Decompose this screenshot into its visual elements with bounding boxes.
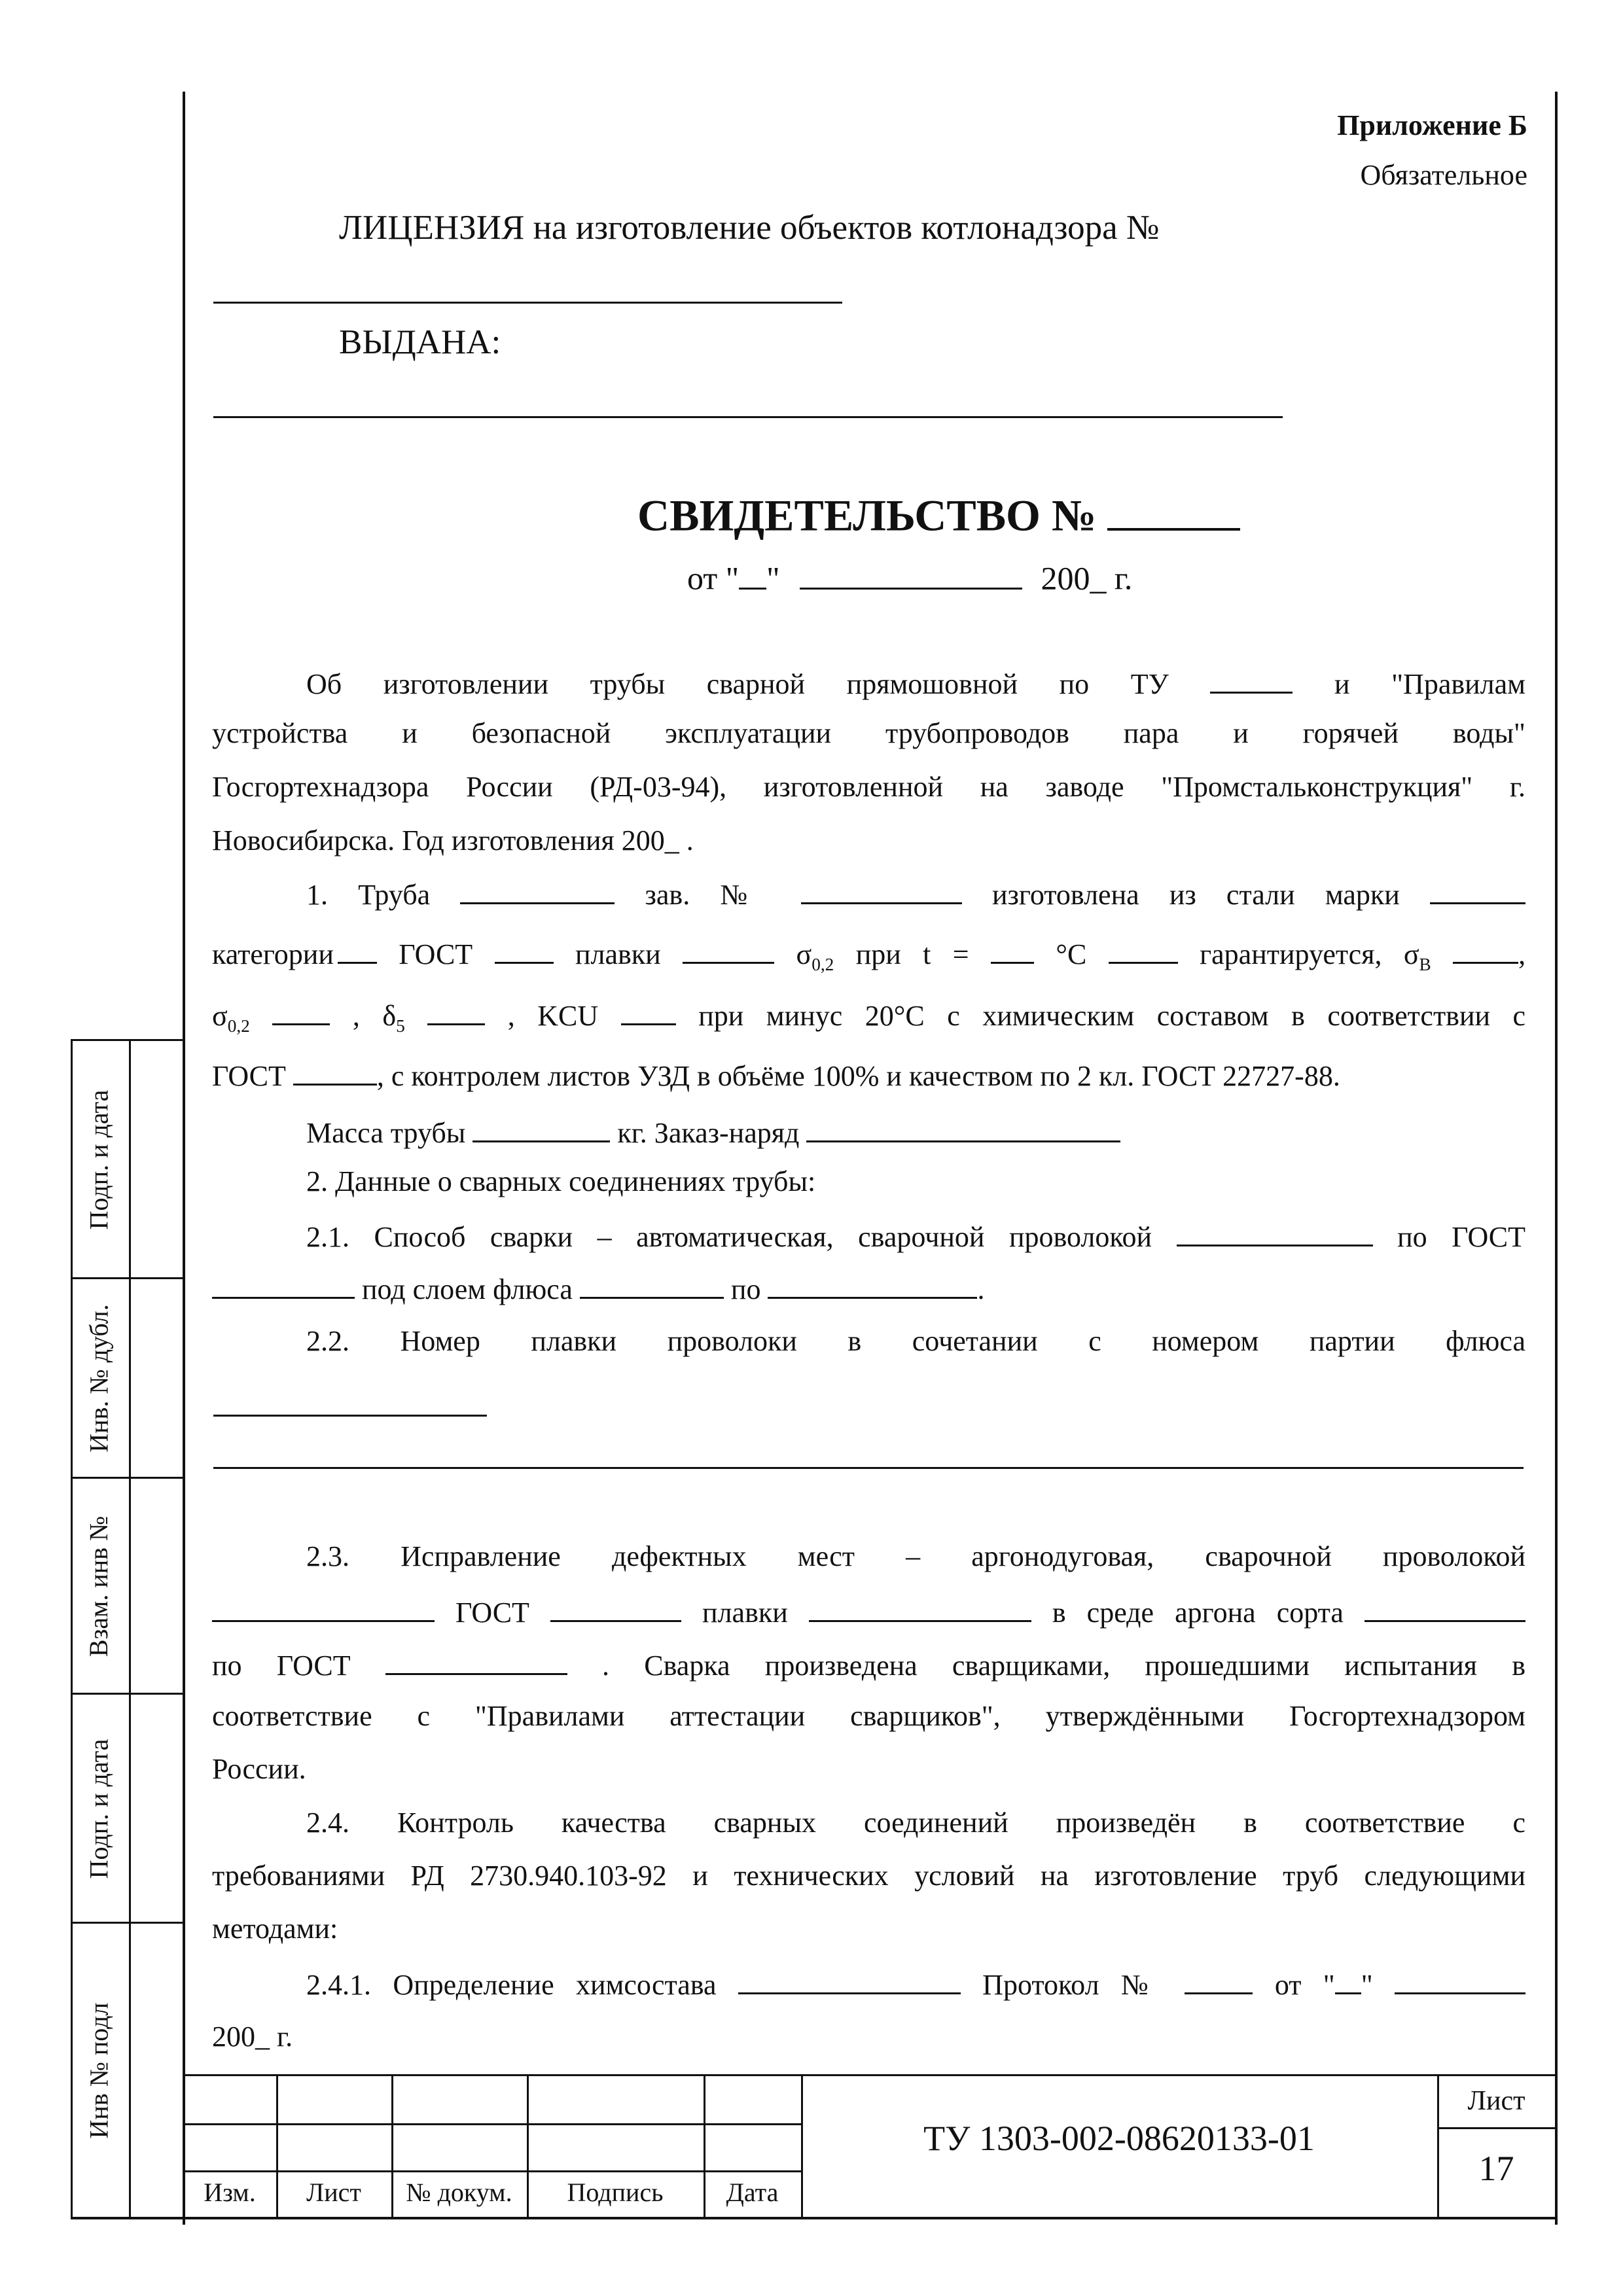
s22-blank-full [213,1467,1524,1469]
s24-line1: 2.4. Контроль качества сварных соединений произведён в соответствие с [306,1807,1525,1839]
side-label-sign-date-2: Подп. и дата [84,1739,114,1879]
side-stamp-divider [71,1277,183,1279]
license-text: ЛИЦЕНЗИЯ на изготовление объектов котлонадзора № [339,209,1160,247]
s23-line1: 2.3. Исправление дефектных мест – аргонодуговая, сварочной проволокой [306,1540,1525,1572]
license-number-line [213,302,842,304]
side-stamp-divider [71,1922,183,1924]
sheet-label: Лист [1467,2086,1525,2116]
document-designation: ТУ 1303-002-08620133-01 [923,2119,1315,2158]
tb-header-signature: Подпись [567,2178,664,2207]
certificate-heading [637,486,1240,542]
side-label-sign-date: Подп. и дата [84,1089,114,1229]
side-label-orig-inv: Инв № подл [84,2002,114,2139]
issued-to-line [213,416,1283,418]
s23-line3: по ГОСТ . Сварка произведена сварщиками, прошедшими испытания в [212,1646,1525,1682]
p1-line2: устройства и безопасной эксплуатации трубопроводов пара и горячей воды" [212,717,1525,749]
s24-line2: требованиями РД 2730.940.103-92 и технических условий на изготовление труб следующими [212,1860,1525,1892]
title-block [183,2074,1556,2219]
s22-line1: 2.2. Номер плавки проволоки в сочетании с номером партии флюса [306,1325,1525,1357]
tb-header-date: Дата [726,2178,779,2207]
tb-header-doc: № докум. [406,2178,512,2207]
tb-header-sheet: Лист [306,2178,361,2207]
side-label-repl-inv: Взам. инв № [84,1515,114,1657]
side-label-dup-inv: Инв. № дубл. [84,1303,114,1453]
side-stamp-divider [71,1039,183,1041]
s21-line1: 2.1. Способ сварки – автоматическая, сварочной проволокой по ГОСТ [212,1217,1525,1254]
issued-label: ВЫДАНА: [339,323,501,361]
right-margin-line [1555,92,1558,2225]
sheet-number: 17 [1478,2149,1514,2188]
s23-line5: России. [212,1753,306,1785]
side-stamp-divider [71,1693,183,1695]
tb-sheet-row-line [1437,2127,1556,2129]
side-stamp-divider [71,1477,183,1479]
s241-line2: 200_ г. [212,2021,293,2053]
p1-line1: Об изготовлении трубы сварной прямошовной по ТУ и "Правилам [212,664,1525,701]
appendix-title: Приложение Б [1337,109,1527,141]
s241-line1: 2.4.1. Определение химсостава Протокол № от " " [212,1965,1525,2002]
side-stamp-inner-line [129,1039,131,2218]
date-month-blank [800,556,1022,590]
s23-line2: ГОСТ плавки в среде аргона сорта [212,1593,1525,1629]
certificate-number-blank [1107,486,1240,531]
p1-line3: Госгортехнадзора России (РД-03-94), изготовленной на заводе "Промстальконструкция" г. [212,771,1525,803]
tb-header-rev: Изм. [204,2178,256,2207]
s1-line3: $\sigma_{0,2}$ , $\delta_5$ , KCU при минус 20°С с химическим составом в соответствии с [212,996,1525,1036]
s2-heading: 2. Данные о сварных соединениях трубы: [306,1165,816,1197]
s24-line3: методами: [212,1913,338,1945]
s1-line5: Масса трубы кг. Заказ-наряд [212,1113,1620,1150]
certificate-date: от " " 200_ г. [687,556,1132,597]
certificate-title: СВИДЕТЕЛЬСТВО № [637,490,1097,540]
p1-line4: Новосибирска. Год изготовления 200_ . [212,824,694,857]
s1-line2: категории ГОСТ плавки $\sigma_{0,2}$ при t = °С гарантируется, $\sigma_В$ , [212,934,1525,975]
s21-line2: под слоем флюса по . [212,1269,1525,1306]
s22-blank-short [213,1415,487,1417]
appendix-status: Обязательное [1360,159,1527,191]
s23-line4: соответствие с "Правилами аттестации сварщиков", утверждёнными Госгортехнадзором [212,1700,1525,1732]
s1-line4: ГОСТ , с контролем листов УЗД в объёме 100% и качеством по 2 кл. ГОСТ 22727-88. [212,1056,1525,1093]
s1-line1: 1. Труба зав. № изготовлена из стали марки [212,875,1525,911]
